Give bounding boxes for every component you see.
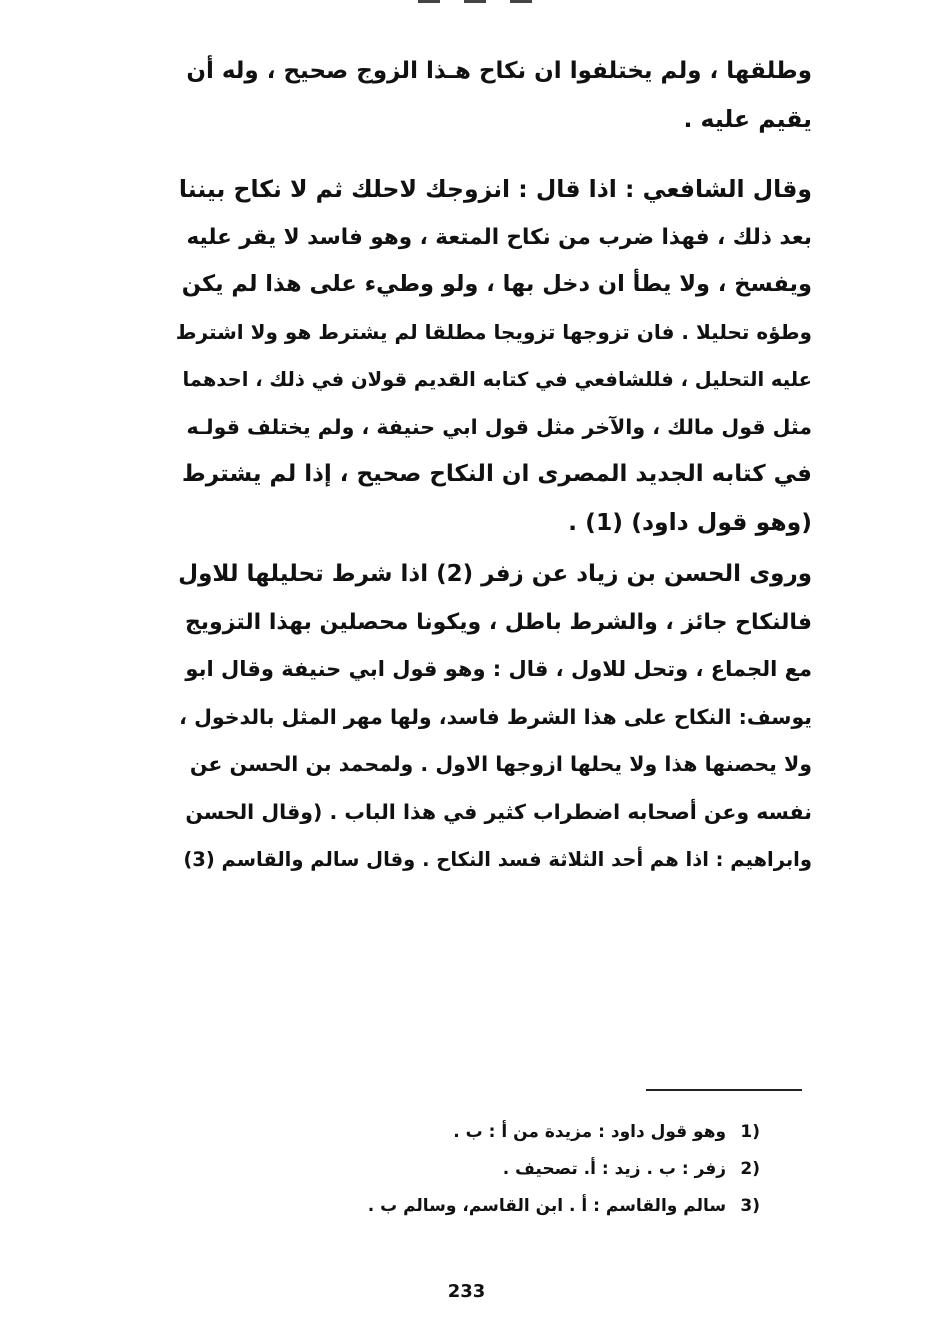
- text-line: في كتابه الجديد المصرى ان النكاح صحيح ، إذا لم يشترط: [181, 461, 812, 487]
- text-line: ويفسخ ، ولا يطأ ان دخل بها ، ولو وطيء على هذا لم يكن: [181, 271, 812, 297]
- footnotes: [300, 1114, 760, 1225]
- text-line: وروى الحسن بن زياد عن زفر (2) اذا شرط تحليلها للاول: [178, 561, 812, 587]
- text-line: ولا يحصنها هذا ولا يحلها ازوجها الاول . ولمحمد بن الحسن عن: [189, 752, 812, 776]
- page-number: 233: [447, 1281, 486, 1302]
- footnote-divider: [646, 1089, 802, 1091]
- top-edge-marks: [418, 0, 538, 4]
- text-line: (وهو قول داود) (1) .: [568, 507, 812, 536]
- text-line: فالنكاح جائز ، والشرط باطل ، ويكونا محصلين بهذا التزويج: [184, 609, 812, 635]
- text-line: وابراهيم : اذا هم أحد الثلاثة فسد النكاح . وقال سالم والقاسم (3): [183, 848, 812, 871]
- footnote-1: [300, 1114, 760, 1151]
- footnote-text: زفر : ب . زيد : أ. تصحيف .: [502, 1159, 727, 1179]
- footnote-text: سالم والقاسم : أ . ابن القاسم، وسالم ب .: [367, 1196, 727, 1216]
- paragraph-3: [176, 551, 812, 884]
- paragraph-2: [176, 166, 812, 546]
- footnote-text: وهو قول داود : مزيدة من أ : ب .: [453, 1122, 727, 1142]
- text-line: وقال الشافعي : اذا قال : انزوجك لاحلك ثم لا نكاح بيننا: [178, 175, 812, 203]
- footnote-number: 2): [740, 1159, 760, 1179]
- footnote-number: 3): [740, 1196, 760, 1216]
- text-line: نفسه وعن أصحابه اضطراب كثير في هذا الباب . (وقال الحسن: [185, 799, 812, 824]
- text-line: مثل قول مالك ، والآخر مثل قول ابي حنيفة ، ولم يختلف قولـه: [186, 414, 812, 439]
- text-line: عليه التحليل ، فللشافعي في كتابه القديم قولان في ذلك ، احدهما: [182, 368, 812, 391]
- text-line: بعد ذلك ، فهذا ضرب من نكاح المتعة ، وهو فاسد لا يقر عليه: [186, 224, 812, 250]
- text-line: يقيم عليه .: [683, 104, 812, 133]
- paragraph-1: [176, 48, 812, 143]
- text-line: وطلقها ، ولم يختلفوا ان نكاح هـذا الزوج صحيح ، وله أن: [186, 58, 812, 84]
- footnote-2: [300, 1151, 760, 1188]
- footnote-3: [300, 1188, 760, 1225]
- footnote-number: 1): [740, 1122, 760, 1142]
- text-line: وطؤه تحليلا . فان تزوجها تزويجا مطلقا لم يشترط هو ولا اشترط: [175, 319, 812, 344]
- text-line: يوسف: النكاح على هذا الشرط فاسد، ولها مهر المثل بالدخول ،: [179, 704, 812, 729]
- text-line: مع الجماع ، وتحل للاول ، قال : وهو قول ابي حنيفة وقال ابو: [185, 657, 812, 681]
